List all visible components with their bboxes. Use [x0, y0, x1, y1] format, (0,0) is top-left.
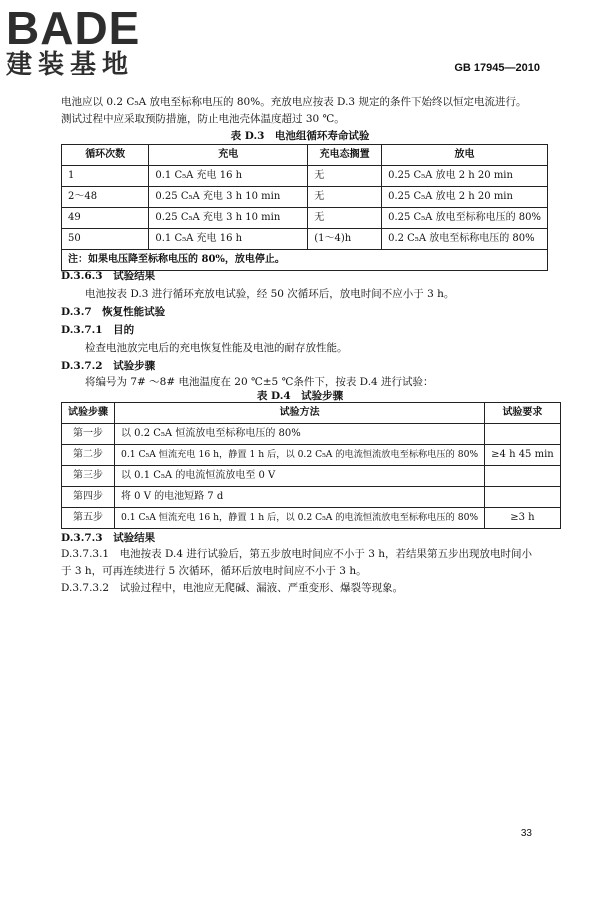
table-row: [62, 187, 548, 208]
section-heading: D.3.6.3 试验结果: [61, 270, 156, 282]
paragraph: D.3.7.3.2 试验过程中，电池应无爬碱、漏液、严重变形、爆裂等现象。: [61, 582, 404, 594]
table-cell: 0.1 C₅A 恒流充电 16 h，静置 1 h 后，以 0.2 C₅A 的电流恒流放电至标称电压的 80%: [115, 445, 485, 466]
table-cell: [485, 466, 561, 487]
table-cell: 以 0.2 C₅A 恒流放电至标称电压的 80%: [115, 424, 485, 445]
page-number: 33: [520, 828, 532, 839]
table-header-row: [62, 145, 548, 166]
table-cell: 2～48: [62, 187, 149, 208]
section-heading: D.3.7.2 试验步骤: [61, 360, 156, 372]
table-row: [62, 166, 548, 187]
table-cell: 第五步: [62, 508, 115, 529]
table-row: [62, 466, 561, 487]
table-cell: 将 0 V 的电池短路 7 d: [115, 487, 485, 508]
table-cell: 0.25 C₅A 放电至标称电压的 80%: [382, 208, 548, 229]
table-cell: 0.2 C₅A 放电至标称电压的 80%: [382, 229, 548, 250]
paragraph: 电池按表 D.3 进行循环充放电试验，经 50 次循环后，放电时间不应小于 3 h。: [85, 288, 455, 300]
table-cell: [485, 424, 561, 445]
col-header: 充电态搁置: [308, 145, 382, 166]
table-cell: 无: [308, 166, 382, 187]
paragraph: D.3.7.3.1 电池按表 D.4 进行试验后，第五步放电时间应不小于 3 h，若结果第五步出现放电时间小: [61, 548, 532, 560]
logo-cjk: 建装基地: [6, 50, 135, 80]
table-cell: ≥4 h 45 min: [485, 445, 561, 466]
table-cell: 49: [62, 208, 149, 229]
paragraph: 于 3 h，可再连续进行 5 次循环，循环后放电时间应不小于 3 h。: [61, 565, 367, 577]
table-row: [62, 424, 561, 445]
table-cell: 第四步: [62, 487, 115, 508]
col-header: 循环次数: [62, 145, 149, 166]
col-header: 试验步骤: [62, 403, 115, 424]
table-cell: 0.1 C₅A 充电 16 h: [149, 166, 308, 187]
table-row: [62, 445, 561, 466]
table-cell: 第三步: [62, 466, 115, 487]
table-d4-caption: 表 D.4 试验步骤: [256, 390, 344, 402]
table-cell: 50: [62, 229, 149, 250]
table-d3: [61, 144, 548, 271]
intro-line-1: 电池应以 0.2 C₅A 放电至标称电压的 80%。充放电应按表 D.3 规定的条件下始终以恒定电流进行。: [61, 96, 527, 108]
table-cell: 0.25 C₅A 放电 2 h 20 min: [382, 187, 548, 208]
table-d4: [61, 402, 561, 529]
table-header-row: [62, 403, 561, 424]
watermark-logo: [6, 2, 176, 80]
table-cell: 1: [62, 166, 149, 187]
col-header: 试验方法: [115, 403, 485, 424]
table-cell: 无: [308, 187, 382, 208]
table-note: 注：如果电压降至标称电压的 80%，放电停止。: [62, 250, 548, 271]
section-heading: D.3.7.1 目的: [61, 324, 135, 336]
table-cell: ≥3 h: [485, 508, 561, 529]
paragraph: 将编号为 7# ～8# 电池温度在 20 ℃±5 ℃条件下，按表 D.4 进行试验：: [85, 376, 434, 388]
table-row: [62, 229, 548, 250]
section-heading: D.3.7.3 试验结果: [61, 532, 156, 544]
col-header: 充电: [149, 145, 308, 166]
table-cell: 0.1 C₅A 恒流充电 16 h，静置 1 h 后，以 0.2 C₅A 的电流恒流放电至标称电压的 80%: [115, 508, 485, 529]
table-row: [62, 487, 561, 508]
table-cell: 第二步: [62, 445, 115, 466]
table-row: [62, 208, 548, 229]
table-cell: [485, 487, 561, 508]
section-heading: D.3.7 恢复性能试验: [61, 306, 166, 318]
table-d3-caption: 表 D.3 电池组循环寿命试验: [230, 130, 370, 142]
table-cell: 无: [308, 208, 382, 229]
table-cell: 0.25 C₅A 充电 3 h 10 min: [149, 208, 308, 229]
table-cell: 以 0.1 C₅A 的电流恒流放电至 0 V: [115, 466, 485, 487]
table-cell: 0.1 C₅A 充电 16 h: [149, 229, 308, 250]
col-header: 试验要求: [485, 403, 561, 424]
table-cell: 0.25 C₅A 放电 2 h 20 min: [382, 166, 548, 187]
table-cell: (1～4)h: [308, 229, 382, 250]
table-row: [62, 508, 561, 529]
paragraph: 检查电池放完电后的充电恢复性能及电池的耐存放性能。: [85, 342, 348, 354]
logo-latin: BADE: [6, 2, 141, 54]
intro-line-2: 测试过程中应采取预防措施，防止电池壳体温度超过 30 ℃。: [61, 113, 345, 125]
standard-number: GB 17945—2010: [454, 62, 540, 74]
table-cell: 0.25 C₅A 充电 3 h 10 min: [149, 187, 308, 208]
col-header: 放电: [382, 145, 548, 166]
table-cell: 第一步: [62, 424, 115, 445]
